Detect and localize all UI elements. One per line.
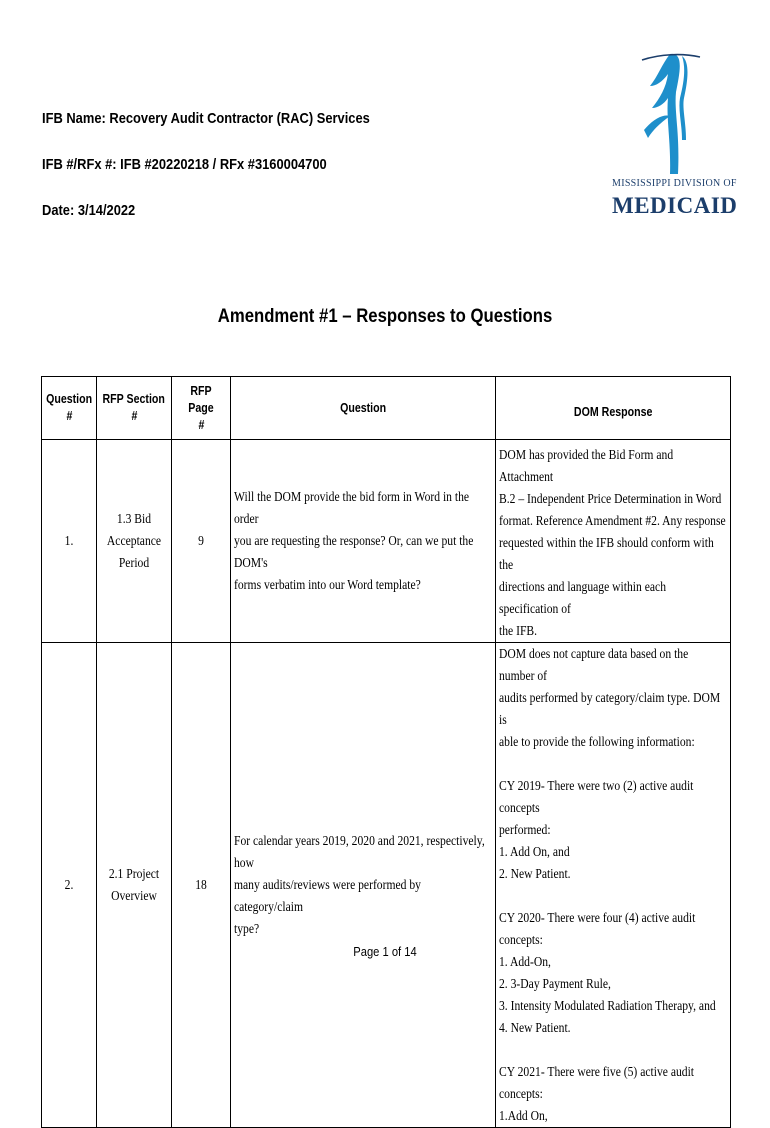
header-question: Question	[231, 377, 496, 440]
table-row	[42, 440, 731, 643]
rfp-page: 9	[172, 440, 231, 643]
question-number: 2.	[42, 643, 97, 1128]
logo-text-top: MISSISSIPPI DIVISION OF	[612, 178, 737, 189]
header-rfp-section: RFP Section #	[97, 377, 172, 440]
header-question-number: Question #	[42, 377, 97, 440]
question-text: For calendar years 2019, 2020 and 2021, respectively, how many audits/reviews were performed by category/claim type?	[231, 643, 496, 1128]
logo-text-main: MEDICAID	[612, 193, 738, 218]
table-header-row	[42, 377, 731, 440]
table-row	[42, 643, 731, 1128]
ifb-name: IFB Name: Recovery Audit Contractor (RAC) Services	[42, 110, 370, 127]
header-rfp-page: RFP Page #	[172, 377, 231, 440]
logo-swoosh-icon	[640, 52, 702, 62]
page-number: Page 1 of 14	[353, 944, 417, 959]
dom-response: DOM does not capture data based on the number of audits performed by category/claim type. DOM is able to provide the following information: CY 2019- There were two (2) active audit concepts performed: 1. Add On, and 2. New Patient. CY 2020- There were four (4) active audit concepts: 1. Add-On, 2. 3-Day Payment Rule, 3. Intensity Modulated Radiation Therapy, and 4. New Patient. CY 2021- There were five (5) active audit concepts: 1.Add On,	[496, 643, 731, 1128]
document-date: Date: 3/14/2022	[42, 202, 136, 219]
dom-response: DOM has provided the Bid Form and Attachment B.2 – Independent Price Determination in Word format. Reference Amendment #2. Any response requested within the IFB should conform with the directions and language within each specification of the IFB.	[496, 440, 731, 643]
rfp-section: 1.3 Bid Acceptance Period	[97, 440, 172, 643]
medicaid-logo	[612, 52, 738, 232]
hand-figure-icon	[640, 52, 696, 176]
amendment-title: Amendment #1 – Responses to Questions	[217, 306, 553, 327]
ifb-number: IFB #/RFx #: IFB #20220218 / RFx #3160004700	[42, 156, 327, 173]
rfp-page: 18	[172, 643, 231, 1128]
questions-table	[41, 376, 731, 1128]
rfp-section: 2.1 Project Overview	[97, 643, 172, 1128]
header-dom-response: DOM Response	[496, 377, 731, 440]
question-text: Will the DOM provide the bid form in Word in the order you are requesting the response? Or, can we put the DOM's forms verbatim into our Word template?	[231, 440, 496, 643]
question-number: 1.	[42, 440, 97, 643]
